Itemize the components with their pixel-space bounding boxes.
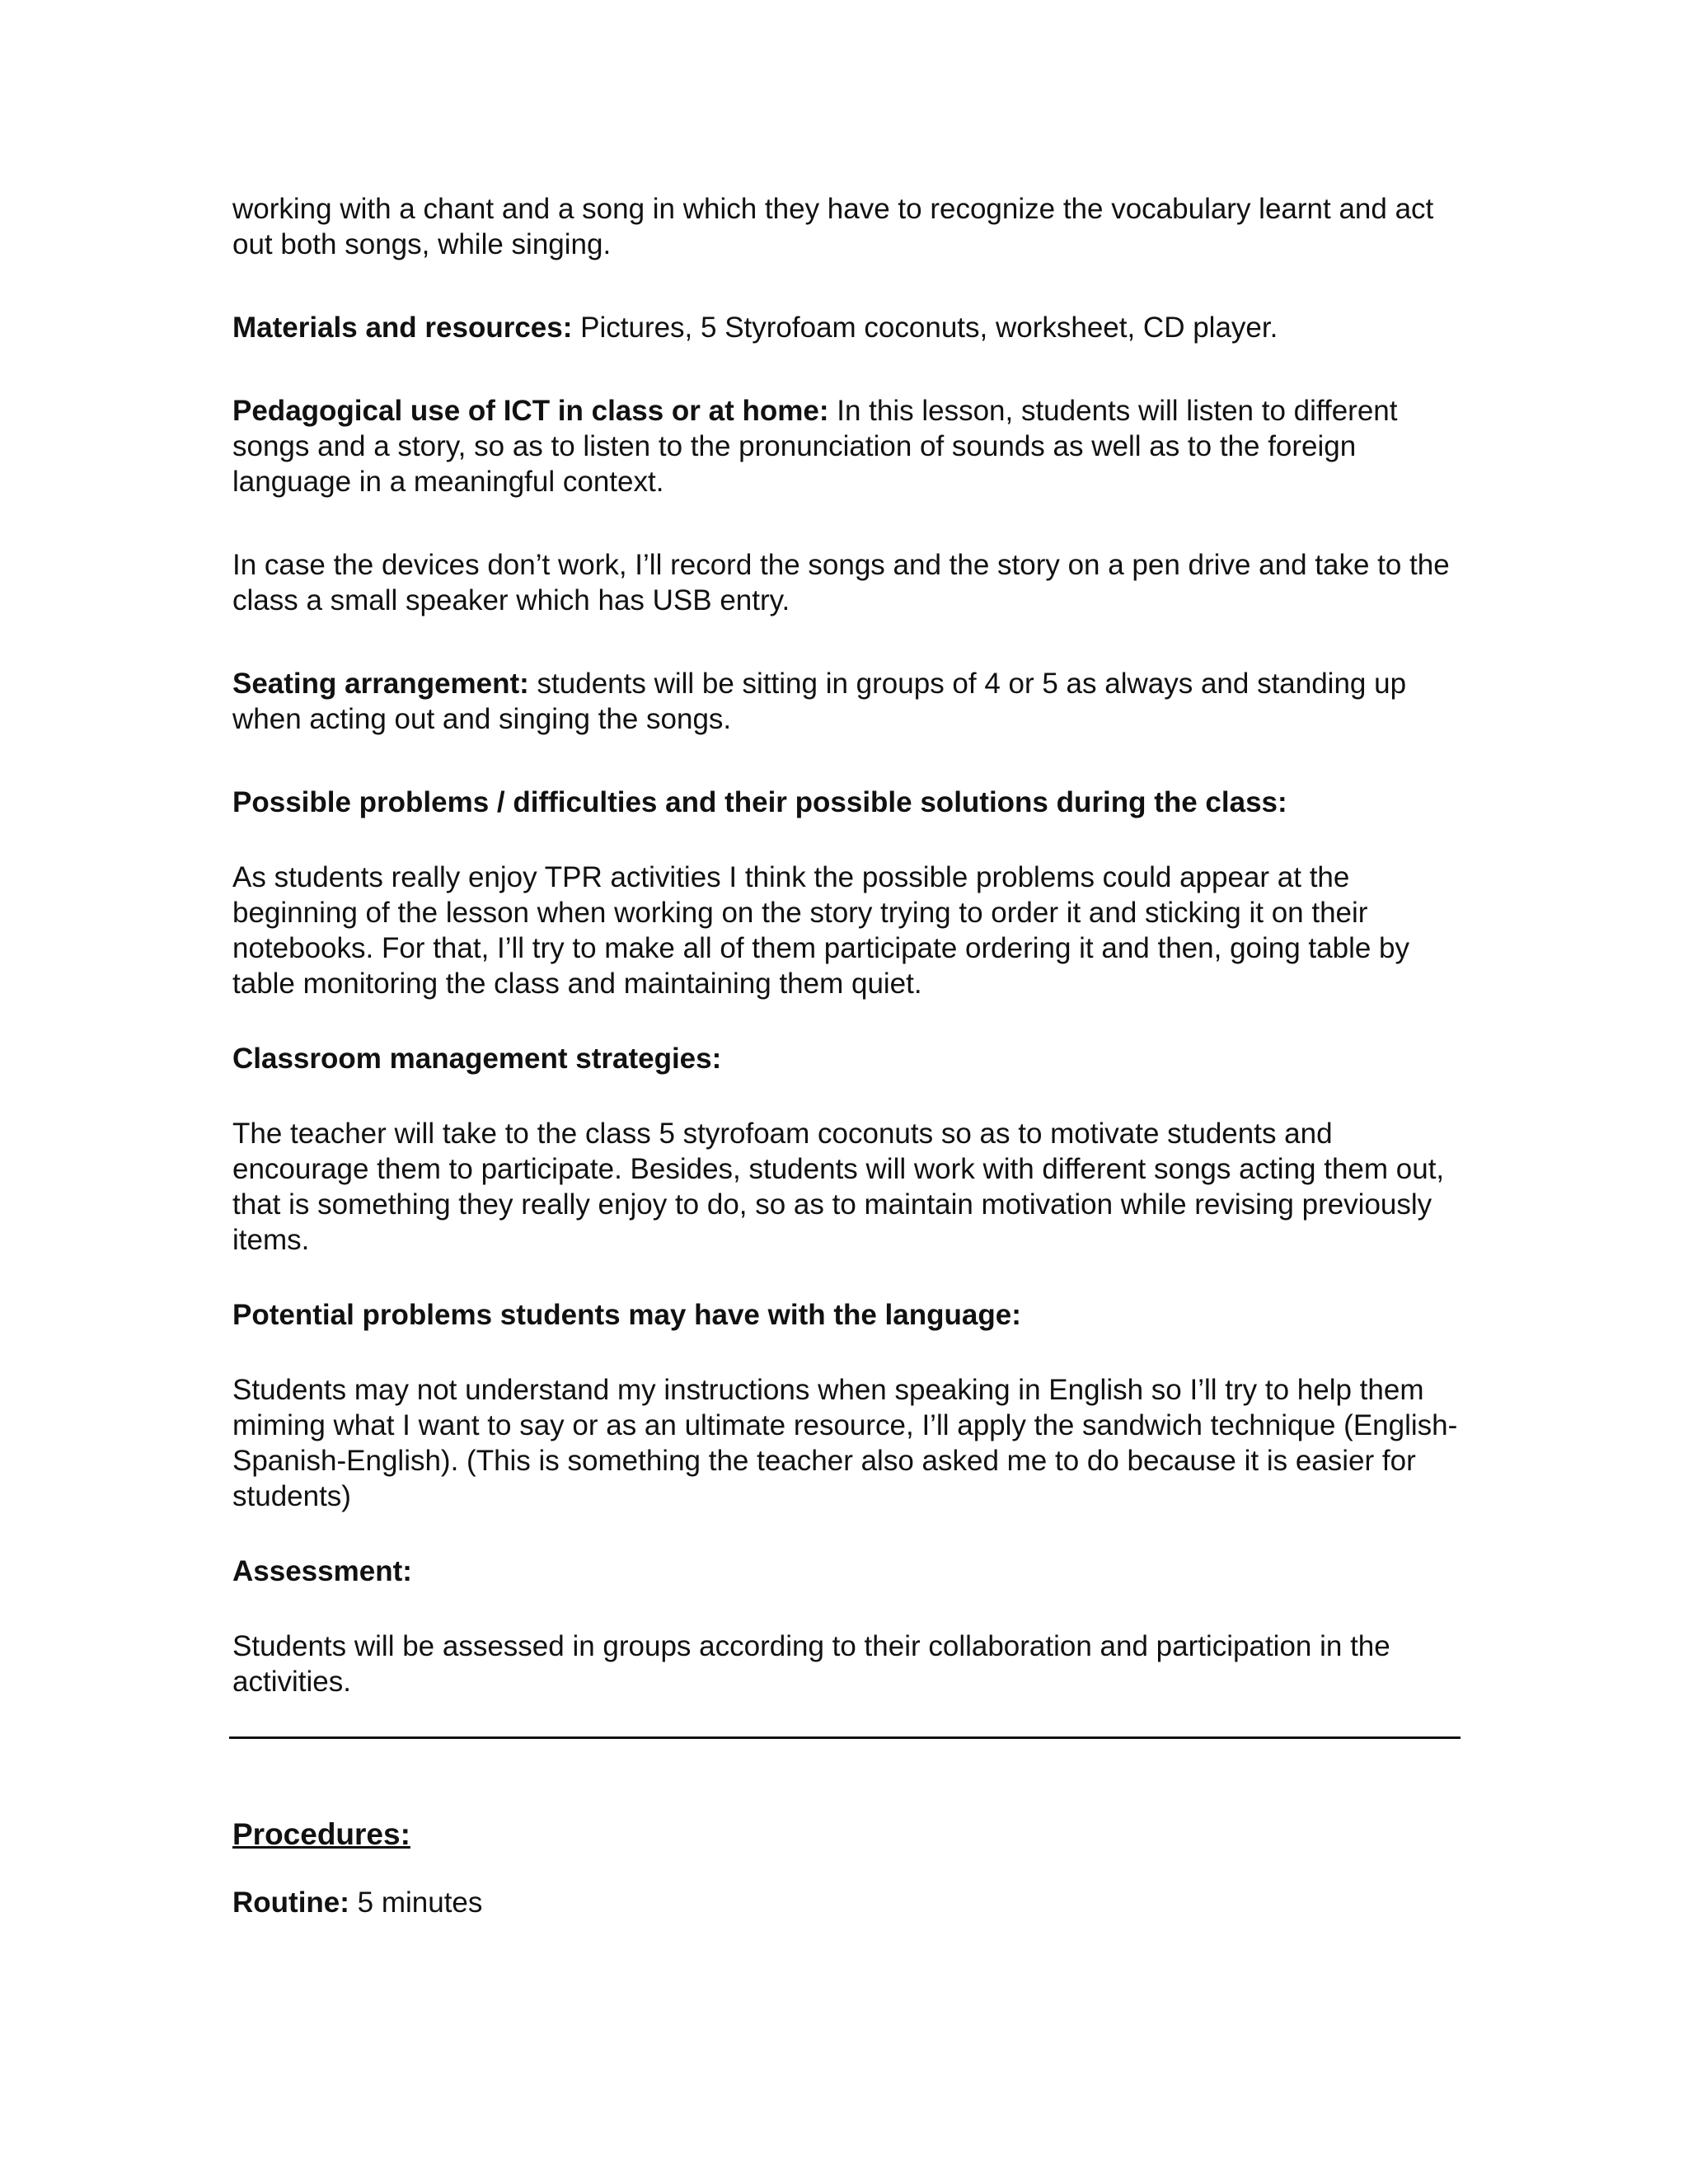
materials-label: Materials and resources: [232,312,573,344]
routine-label: Routine: [232,1886,349,1919]
ict-text: In this lesson, students will listen to different songs and a story, so as to listen to the pronunciation of sounds as well as to the foreign language in a meaningful context. [232,395,1398,498]
backup-paragraph: In case the devices don’t work, I’ll record the songs and the story on a pen drive and take to the class a small speaker which has USB entry. [232,549,1450,616]
ict-label: Pedagogical use of ICT in class or at home: [232,395,829,427]
management-heading: Classroom management strategies: [232,1043,722,1075]
routine-text: 5 minutes [349,1886,483,1919]
management-paragraph: The teacher will take to the class 5 styrofoam coconuts so as to motivate students and encourage them to participate. Besides, students will work with different songs acting them out, that is something they really enjoy to do, so as to maintain motivation while revising previously items. [232,1118,1445,1256]
ict-paragraph [232,393,1461,499]
intro-paragraph: working with a chant and a song in which they have to recognize the vocabulary learnt and act out both songs, while singing. [232,193,1434,260]
language-heading: Potential problems students may have with the language: [232,1299,1021,1331]
assessment-paragraph: Students will be assessed in groups according to their collaboration and participation in the activities. [232,1630,1390,1698]
materials-paragraph [232,310,1461,345]
seating-text: students will be sitting in groups of 4 or 5 as always and standing up when acting out and singing the songs. [232,668,1407,735]
materials-text: Pictures, 5 Styrofoam coconuts, worksheet, CD player. [572,312,1278,344]
seating-label: Seating arrangement: [232,668,529,700]
assessment-heading: Assessment: [232,1555,412,1587]
problems-paragraph: As students really enjoy TPR activities I think the possible problems could appear at the beginning of the lesson when working on the story trying to order it and sticking it on their notebooks. For that, I’ll try to make all of them participate ordering it and then, going table by table monitoring the class and maintaining them quiet. [232,861,1410,1000]
routine-line [232,1885,482,1920]
procedures-heading: Procedures: [232,1817,410,1851]
document-body [232,191,1461,1699]
language-paragraph: Students may not understand my instructions when speaking in English so I’ll try to help them miming what I want to say or as an ultimate resource, I’ll apply the sandwich technique (English-Spanish-English). (This is something the teacher also asked me to do because it is easier for students) [232,1374,1458,1512]
section-divider [229,1736,1461,1739]
seating-paragraph [232,666,1461,737]
problems-heading: Possible problems / difficulties and their possible solutions during the class: [232,786,1287,818]
